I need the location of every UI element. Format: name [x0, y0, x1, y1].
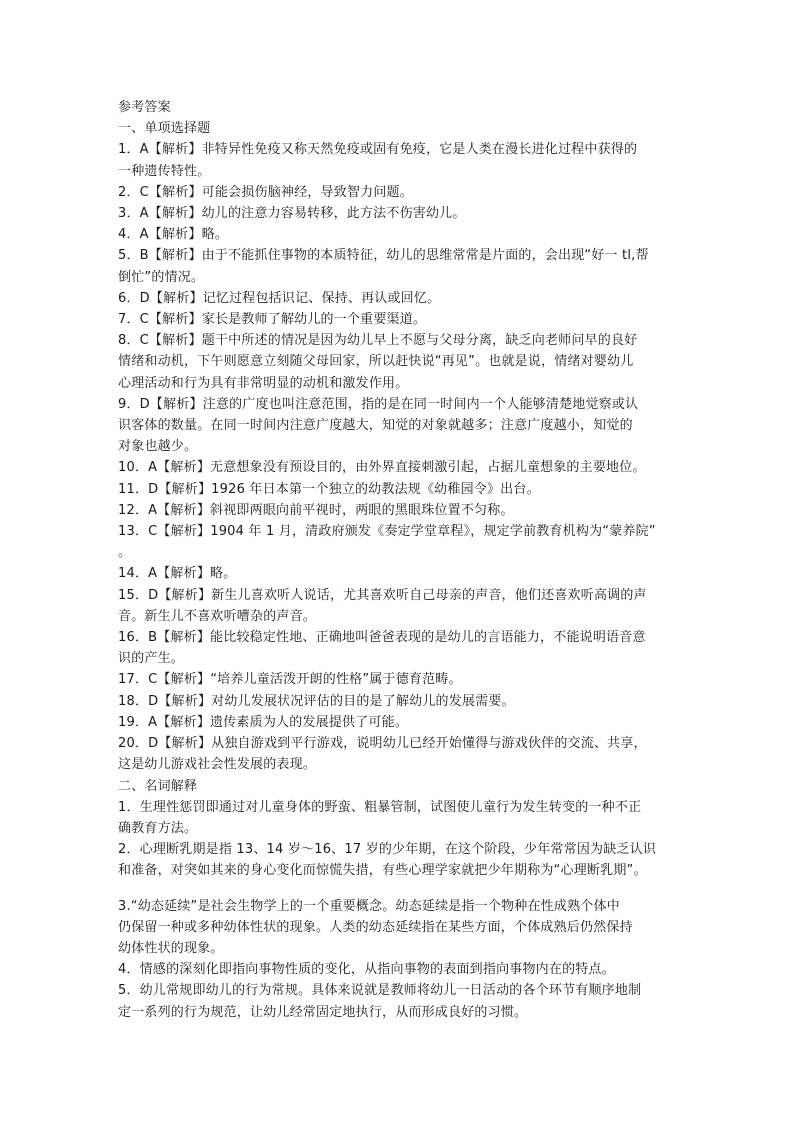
- section-heading-term-explanation: 二、名词解释: [118, 778, 198, 794]
- text-line: 确教育方法。: [118, 820, 198, 836]
- term-explanation-answers-part-a: [118, 797, 698, 882]
- text-line: 1．A【解析】非特异性免疫又称天然免疫或固有免疫，它是人类在漫长进化过程中获得的: [118, 142, 638, 158]
- text-line: 情绪和动机，下午则愿意立刻随父母回家，所以赶快说“再见”。也就是说，情绪对婴幼儿: [118, 354, 634, 370]
- text-line: 倒忙”的情况。: [118, 269, 205, 285]
- text-line: 8．C【解析】题干中所述的情况是因为幼儿早上不愿与父母分离，缺乏向老师问早的良好: [118, 333, 638, 349]
- single-choice-answers: [118, 139, 698, 775]
- text-line: 15．D【解析】新生儿喜欢听人说话，尤其喜欢听自己母亲的声音，他们还喜欢听高调的声: [118, 587, 647, 603]
- text-line: 17．C【解析】“培养儿童活泼开朗的性格”属于德育范畴。: [118, 672, 462, 688]
- text-line: 3.“幼态延续”是社会生物学上的一个重要概念。幼态延续是指一个物种在性成熟个体中: [118, 898, 620, 914]
- text-line: 20．D【解析】从独自游戏到平行游戏，说明幼儿已经开始懂得与游戏伙伴的交流、共享，: [118, 736, 647, 752]
- text-line: 2．心理断乳期是指 13、14 岁～16、17 岁的少年期，在这个阶段，少年常常因为缺乏认识: [118, 842, 657, 858]
- text-line: 心理活动和行为具有非常明显的动机和激发作用。: [118, 375, 409, 391]
- text-line: 10．A【解析】无意想象没有预设目的，由外界直接刺激引起，占据儿童想象的主要地位。: [118, 460, 646, 476]
- document-title: 参考答案: [118, 100, 171, 115]
- text-line: 3．A【解析】幼儿的注意力容易转移，此方法不伤害幼儿。: [118, 206, 466, 222]
- text-line: 这是幼儿游戏社会性发展的表现。: [118, 757, 317, 773]
- text-line: 16．B【解析】能比较稳定性地、正确地叫爸爸表现的是幼儿的言语能力，不能说明语音意: [118, 630, 646, 646]
- text-line: 2．C【解析】可能会损伤脑神经，导致智力问题。: [118, 184, 413, 200]
- text-line: 和准备，对突如其来的身心变化而惊慌失措，有些心理学家就把少年期称为“心理断乳期”。: [118, 863, 647, 879]
- text-line: 幼体性状的现象。: [118, 940, 224, 956]
- answer-document: [118, 97, 698, 1023]
- text-line: 9．D【解析】注意的广度也叫注意范围，指的是在同一时间内一个人能够清楚地觉察或认: [118, 396, 639, 412]
- text-line: 19．A【解析】遗传素质为人的发展提供了可能。: [118, 714, 409, 730]
- text-line: 11．D【解析】1926 年日本第一个独立的幼教法规《幼稚园令》出台。: [118, 481, 540, 497]
- text-line: 定一系列的行为规范，让幼儿经常固定地执行，从而形成良好的习惯。: [118, 1004, 528, 1020]
- text-line: 一种遗传特性。: [118, 163, 211, 179]
- text-line: 对象也越少。: [118, 439, 198, 455]
- paragraph-gap: [118, 882, 698, 896]
- text-line: 音。新生儿不喜欢听嘈杂的声音。: [118, 608, 317, 624]
- text-line: 1．生理性惩罚即通过对儿童身体的野蛮、粗暴管制，试图使儿童行为发生转变的一种不正: [118, 799, 642, 815]
- section-heading-single-choice: 一、单项选择题: [118, 121, 211, 137]
- text-line: 5．幼儿常规即幼儿的行为常规。具体来说就是教师将幼儿一日活动的各个环节有顺序地制: [118, 983, 642, 999]
- text-line: 6．D【解析】记忆过程包括识记、保持、再认或回忆。: [118, 290, 441, 306]
- text-line: 识的产生。: [118, 651, 185, 667]
- text-line: 13．C【解析】1904 年 1 月，清政府颁发《奏定学堂章程》，规定学前教育机构为“蒙养院”: [118, 524, 656, 540]
- text-line: 识客体的数量。在同一时间内注意广度越大，知觉的对象就越多；注意广度越小，知觉的: [118, 418, 633, 434]
- text-line: 5．B【解析】由于不能抓住事物的本质特征，幼儿的思维常常是片面的，会出现“好一 tl,帮: [118, 248, 649, 264]
- text-line: 4．情感的深刻化即指向事物性质的变化，从指向事物的表面到指向事物内在的特点。: [118, 962, 615, 978]
- text-line: 仍保留一种或多种幼体性状的现象。人类的幼态延续指在某些方面，个体成熟后仍然保持: [118, 919, 633, 935]
- text-line: 18．D【解析】对幼儿发展状况评估的目的是了解幼儿的发展需要。: [118, 693, 515, 709]
- text-line: 7．C【解析】家长是教师了解幼儿的一个重要渠道。: [118, 312, 427, 328]
- term-explanation-answers-part-b: [118, 896, 698, 1023]
- text-line: 4．A【解析】略。: [118, 227, 228, 243]
- text-line: 。: [118, 545, 132, 561]
- text-line: 14．A【解析】略。: [118, 566, 237, 582]
- text-line: 12．A【解析】斜视即两眼向前平视时，两眼的黑眼珠位置不匀称。: [118, 502, 514, 518]
